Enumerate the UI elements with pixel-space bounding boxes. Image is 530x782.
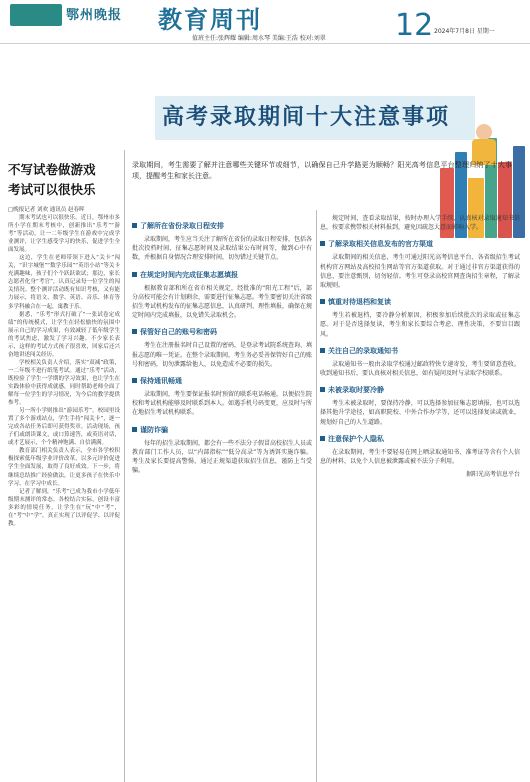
section-paragraph: 根据教育部和所在省市相关规定，经批准的“阳光工程”后，部分高校可能会有计划剩余，需要进行征集志愿。考生要密切关注省级招生考试机构发布的征集志愿信息，认真研判、理性填报，确保在规定时间内完成填报，以免错失录取机会。 <box>132 284 313 320</box>
newspaper-logo <box>10 4 62 26</box>
article-intro: 录取期间，考生需要了解并注意哪些关键环节或细节，以确保自己升学路更为顺畅？阳光高考信息平台整理归纳了十大事项，提醒考生和家长注意。 <box>132 161 512 180</box>
column-divider <box>124 150 125 782</box>
side-article-paragraph: 期末考试也可以很快乐。近日，鄂州市多所小学在期末考核中，创新推出“乐考”“游考”等活动，让一二年级学生在游戏中完成学业测评，让学生感受学习的快乐，促进学生全面发展。 <box>8 215 120 254</box>
article-source: 据阳光高考信息平台 <box>465 471 520 479</box>
section-paragraph: 考生若被退档，要冷静分析原因，积极参加后续批次的录取或征集志愿。对于是否选择复读，考生和家长要综合考虑、理性决策，不要盲目跟风。 <box>320 312 520 338</box>
section-heading: 谨防诈骗 <box>132 424 312 436</box>
side-article-paragraph: 据悉，“乐考”形式打破了“一张试卷定成绩”的传统模式，让学生在轻松愉快的氛围中展示自己的学习成果，有效减轻了低年级学生的考试焦虑，激发了学习兴趣。不少家长表示，这样的考试方式孩子很喜欢，回家后还兴奋地讲述闯关经历。 <box>8 311 120 358</box>
side-article-paragraph: 学校相关负责人介绍，落实“双减”政策，一二年级不进行纸笔考试。通过“乐考”活动，既检验了学生一学期的学习效果，也让学生在实践体验中获得成就感，同时帮助老师全面了解每一位学生的学习情况，为今后的教学提供参考。 <box>8 359 120 407</box>
section-heading: 关注自己的录取通知书 <box>320 345 520 357</box>
side-article-paragraph: 另一所小学则推出“游园乐考”，校园里设置了多个游戏站点，学生手持“闯关卡”，逐一完成各站任务后即可获得奖章。活动现场，孩子们或朗读课文，或口算速答，或英语对话，或才艺展示，个个精神饱满、自信满满。 <box>8 408 120 447</box>
section-paragraph: 录取期间的相关信息，考生可通过阳光高考信息平台、各省级招生考试机构官方网站及高校招生网站等官方渠道获取。对于通过非官方渠道获得的信息，要注意甄别，切勿轻信。考生可登录高校官网查询招生章程，了解录取规则。 <box>320 254 520 290</box>
section-paragraph: 在录取期间，考生不要轻易在网上晒录取通知书、准考证等含有个人信息的材料，以免个人信息被泄露或被不法分子利用。 <box>320 448 520 466</box>
side-article-byline: □晚报记者 刘欢 通讯员 赵春晖 <box>8 207 85 213</box>
section-paragraph: 录取期间，考生要保证报名时预留的联系电话畅通，以便招生院校和考试机构能够及时联系到本人。如遇手机号码变更，应及时与所在地招生考试机构联系。 <box>132 391 313 417</box>
section-heading: 了解所在省份录取日程安排 <box>132 220 312 232</box>
main-headline: 高考录取期间十大注意事项 <box>162 104 451 130</box>
side-article-paragraph: 这边，学生在老师带领下进入“关卡”闯关，“识字城堡”“数学乐园”“英语小站”等关卡充满趣味，孩子们个个跃跃欲试；那边，家长志愿者化身“考官”，认真记录每一位学生的闯关情况。整个测评活动既有知识考核，又有能力展示，将语文、数学、英语、音乐、体育等多学科融合在一起，寓教于乐。 <box>8 255 120 310</box>
article-column-right <box>320 214 520 478</box>
column-divider <box>316 210 317 782</box>
side-article-title: 不写试卷做游戏 <box>8 162 96 177</box>
section-paragraph: 考生在注册报名时自己设置的密码，是登录考试院系统查询、填报志愿的唯一凭证。在整个录取期间，考生务必妥善保管好自己的账号和密码，切勿泄露给他人，以免造成不必要的损失。 <box>132 342 313 368</box>
section-heading: 在规定时间内完成征集志愿填报 <box>132 269 312 281</box>
section-heading: 了解录取相关信息发布的官方渠道 <box>320 238 520 250</box>
page-header <box>0 0 530 44</box>
side-article-body <box>8 214 120 528</box>
section-heading: 保持通讯畅通 <box>132 375 312 387</box>
section-paragraph: 录取期间，考生应当关注了解所在省份的录取日程安排，包括各批次投档时间、征集志愿时间及录取结果公布时间等，做到心中有数，并根据自身情况合理安排时间，切勿错过关键节点。 <box>132 236 313 262</box>
section-heading: 慎重对待退档和复读 <box>320 296 520 308</box>
newspaper-name: 鄂州晚报 <box>66 8 123 23</box>
side-article-title: 考试可以很快乐 <box>8 182 96 197</box>
editor-credits: 值班主任:张辉耀 编辑:周水琴 美编:王浩 校对:刘翠 <box>192 35 326 42</box>
section-paragraph: 录取通知书一般由录取学校通过邮政特快专递寄发，考生要留意查收。收到通知书后，要认真核对相关信息，如有疑问及时与录取学校联系。 <box>320 360 520 378</box>
issue-date: 2024年7月8日 星期一 <box>434 28 495 35</box>
side-article-paragraph: 记者了解到，“乐考”已成为我市小学低年级期末测评的常态。各校结合实际，创设丰富多彩的情境任务，让学生在“玩”中“考”，在“考”中“学”，真正实现了以评促学、以评促教。 <box>8 488 120 527</box>
section-paragraph: 每年的招生录取期间，都会有一些不法分子假冒高校招生人员或教育部门工作人员，以“内部指标”“低分高录”等为诱饵实施诈骗。考生及家长要提高警惕，通过正规渠道获取招生信息，谨防上当受骗。 <box>132 439 313 475</box>
section-heading: 注意保护个人隐私 <box>320 433 520 445</box>
section-paragraph: 考生未被录取时，要保持冷静，可以选择参加征集志愿填报，也可以选择其他升学途径，如高职院校、中外合作办学等，还可以选择复读或就业，规划好自己的人生道路。 <box>320 400 520 426</box>
section-heading: 未被录取时要冷静 <box>320 384 520 396</box>
student-figure-icon <box>470 124 498 164</box>
section-heading: 保管好自己的账号和密码 <box>132 326 312 338</box>
section-paragraph: 规定时间，查看录取结果，按时办理入学手续，认真核对录取通知书信息，按要求携带相关材料报到，避免因疏忽大意而影响入学。 <box>320 215 520 232</box>
page-number: 12 <box>395 8 434 43</box>
section-title: 教育周刊 <box>158 5 262 34</box>
article-column-middle <box>132 214 312 475</box>
side-article <box>8 160 120 528</box>
side-article-paragraph: 教育部门相关负责人表示，全市各学校积极探索低年级学业评价改革，以多元评价促进学生全面发展，取得了良好成效。下一步，将继续总结推广经验做法，让更多孩子在快乐中学习、在学习中成长。 <box>8 448 120 487</box>
